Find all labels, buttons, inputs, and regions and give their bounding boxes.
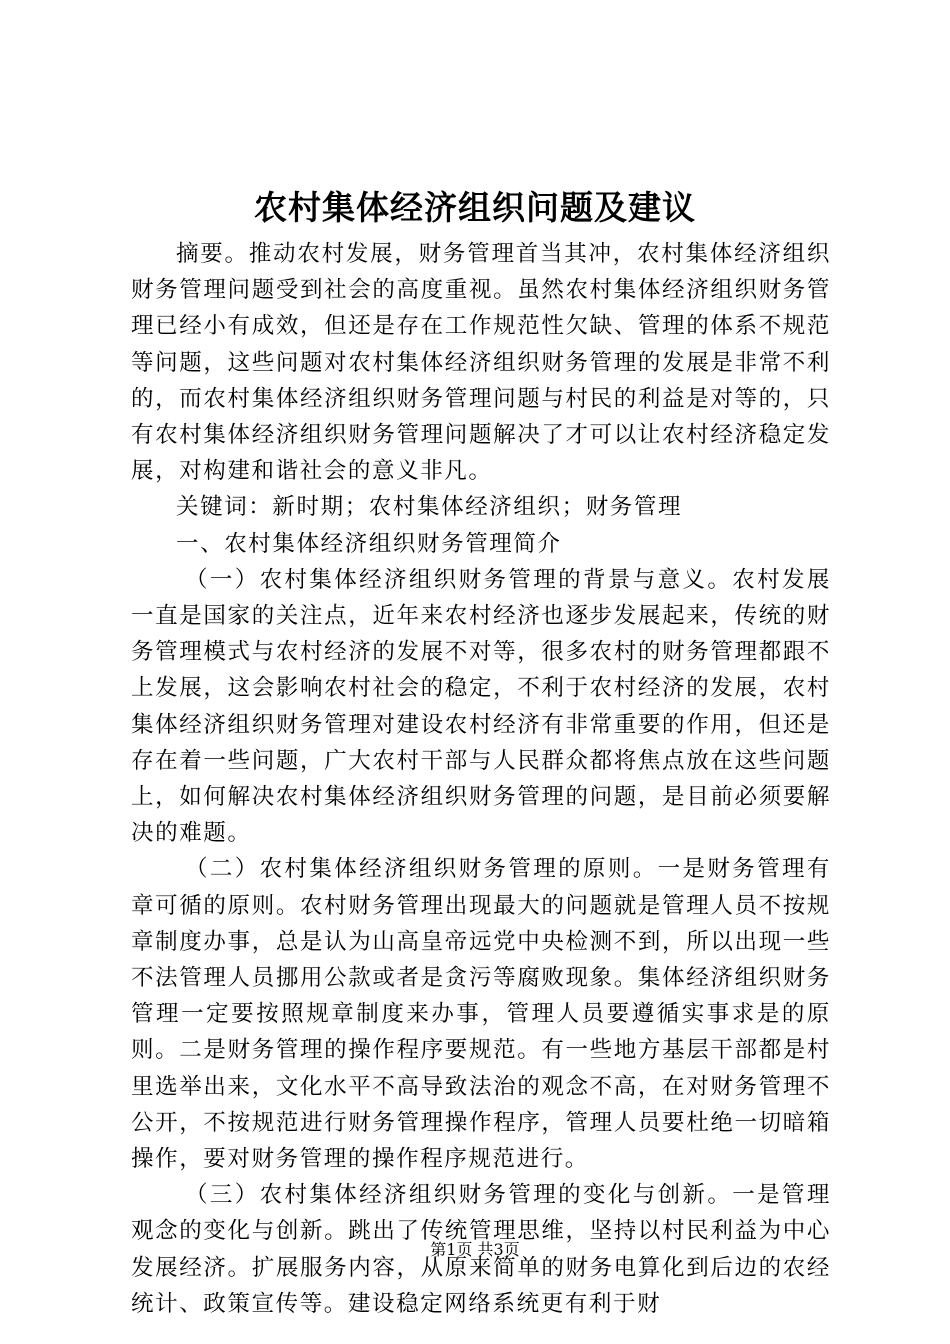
- document-title: 农村集体经济组织问题及建议: [254, 188, 696, 227]
- subsection-1-paragraph: （一）农村集体经济组织财务管理的背景与意义。农村发展一直是国家的关注点，近年来农村经济也逐步发展起来，传统的财务管理模式与农村经济的发展不对等，很多农村的财务管理都跟不上发展，这会影响农村社会的稳定，不利于农村经济的发展，农村集体经济组织财务管理对建设农村经济有非常重要的作用，但还是存在着一些问题，广大农村干部与人民群众都将焦点放在这些问题上，如何解决农村集体经济组织财务管理的问题，是目前必须要解决的难题。: [131, 566, 831, 847]
- abstract-paragraph: 摘要。推动农村发展，财务管理首当其冲，农村集体经济组织财务管理问题受到社会的高度重视。虽然农村集体经济组织财务管理已经小有成效，但还是存在工作规范性欠缺、管理的体系不规范等问题，这些问题对农村集体经济组织财务管理的发展是非常不利的，而农村集体经济组织财务管理问题与村民的利益是对等的，只有农村集体经济组织财务管理问题解决了才可以让农村经济稳定发展，对构建和谐社会的意义非凡。: [131, 241, 831, 485]
- document-body: [131, 236, 831, 1322]
- page-number-footer: 第1页 共3页: [430, 1240, 520, 1259]
- subsection-3-paragraph: （三）农村集体经济组织财务管理的变化与创新。一是管理观念的变化与创新。跳出了传统管理思维，坚持以村民利益为中心发展经济。扩展服务内容，从原来简单的财务电算化到后边的农经统计、政策宣传等。建设稳定网络系统更有利于财: [131, 1182, 831, 1317]
- subsection-2-paragraph: （二）农村集体经济组织财务管理的原则。一是财务管理有章可循的原则。农村财务管理出现最大的问题就是管理人员不按规章制度办事，总是认为山高皇帝远党中央检测不到，所以出现一些不法管理人员挪用公款或者是贪污等腐败现象。集体经济组织财务管理一定要按照规章制度来办事，管理人员要遵循实事求是的原则。二是财务管理的操作程序要规范。有一些地方基层干部都是村里选举出来，文化水平不高导致法治的观念不高，在对财务管理不公开，不按规范进行财务管理操作程序，管理人员要杜绝一切暗箱操作，要对财务管理的操作程序规范进行。: [131, 856, 831, 1173]
- keywords-paragraph: 关键词：新时期；农村集体经济组织；财务管理: [176, 494, 683, 521]
- section-heading: 一、农村集体经济组织财务管理简介: [176, 530, 562, 557]
